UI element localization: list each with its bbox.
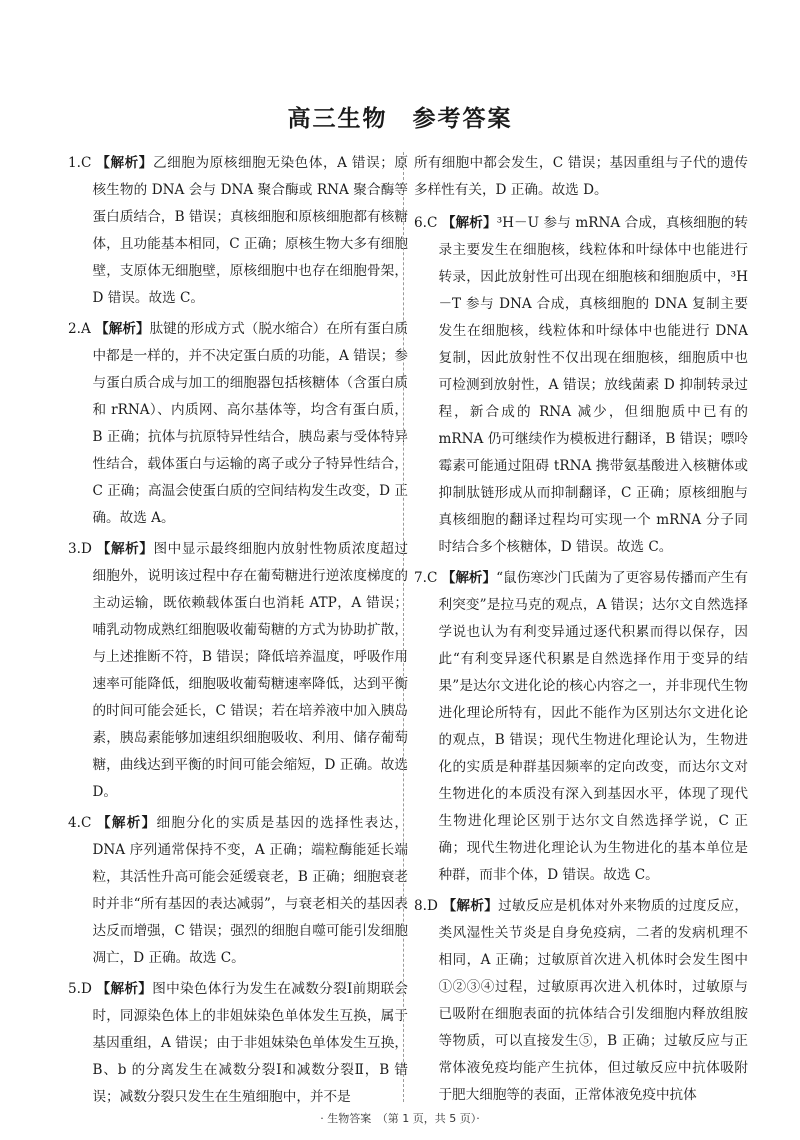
page-footer: · 生物答案 （第 1 页，共 5 页）· [320,1112,480,1125]
answer-number: 7.C [414,570,438,586]
answer-item-8 [414,893,748,1109]
analysis-tag: 【解析】 [441,570,497,586]
answer-body: “鼠伤寒沙门氏菌为了更容易传播而产生有利突变”是拉马克的观点，A 错误；达尔文自然选择学说也认为有利变异通过逐代积累而得以保存，因此“有利变异逐代积累是自然选择作用于变异的结果”是达尔文进化论的核心内容之一，并非现代生物进化理论所特有，因此不能作为区别达尔文进化论的观点，B 错误；现代生物进化理论认为，生物进化的实质是种群基因频率的定向改变，而达尔文对生物进化的本质没有深入到基因水平，体现了现代生物进化理论区别于达尔文自然选择学说，C 正确；现代生物进化理论认为生物进化的基本单位是种群，而非个体，D 错误。故选 C。 [438,570,749,883]
answer-number: 2.A [68,321,91,337]
answer-body: 乙细胞为原核细胞无染色体，A 错误；原核生物的 DNA 会与 DNA 聚合酶或 RNA 聚合酶等蛋白质结合，B 错误；真核细胞和原核细胞都有核糖体，且功能基本相同，C 正确；原核生物大多有细胞壁，支原体无细胞壁，原核细胞中也存在细胞骨架，D 错误。故选 C。 [92,155,409,306]
answer-body: 肽键的形成方式（脱水缩合）在所有蛋白质中都是一样的，并不决定蛋白质的功能，A 错误；参与蛋白质合成与加工的细胞器包括核糖体（含蛋白质和 rRNA）、内质网、高尔基体等，均含有蛋白质，B 正确；抗体与抗原特异性结合，胰岛素与受体特异性结合，载体蛋白与运输的离子或分子特异性结合，C 正确；高温会使蛋白质的空间结构发生改变，D 正确。故选 A。 [92,321,409,526]
right-column [414,150,748,1113]
analysis-tag: 【解析】 [441,215,497,231]
answer-number: 1.C [68,155,92,171]
answer-number: 6.C [414,215,438,231]
answer-body: 细胞分化的实质是基因的选择性表达，DNA 序列通常保持不变，A 正确；端粒酶能延长端粒，其活性升高可能会延缓衰老，B 正确；细胞衰老时并非“所有基因的表达减弱”，与衰老相关的基因表达反而增强，C 错误；强烈的细胞自噬可能引发细胞凋亡，D 正确。故选 C。 [92,815,409,966]
analysis-tag: 【解析】 [95,321,150,337]
answer-item-2 [68,316,408,532]
column-divider [403,152,404,1102]
analysis-tag: 【解析】 [96,155,153,171]
analysis-tag: 【解析】 [442,898,499,914]
answer-item-1 [68,150,408,312]
analysis-tag: 【解析】 [96,981,153,997]
answer-number: 3.D [68,541,92,557]
left-column [68,150,408,1115]
answer-number: 8.D [414,898,438,914]
answer-5-continuation: 所有细胞中都会发生，C 错误；基因重组与子代的遗传多样性有关，D 正确。故选 D。 [414,155,748,198]
answer-body: 图中显示最终细胞内放射性物质浓度超过细胞外，说明该过程中存在葡萄糖进行逆浓度梯度的主动运输，既依赖载体蛋白也消耗 ATP，A 错误；哺乳动物成熟红细胞吸收葡萄糖的方式为协助扩散，与上述推断不符，B 错误；降低培养温度，呼吸作用速率可能降低，细胞吸收葡萄糖速率降低，达到平衡的时间可能会延长，C 错误；若在培养液中加入胰岛素，胰岛素能够加速组织细胞吸收、利用、储存葡萄糖，曲线达到平衡的时间可能会缩短，D 正确。故选 D。 [92,541,409,800]
answer-item-5 [68,976,408,1111]
answer-item-6 [414,210,748,561]
answer-body: 过敏反应是机体对外来物质的过度反应，类风湿性关节炎是自身免疫病，二者的发病机理不相同，A 正确；过敏原首次进入机体时会发生图中①②③④过程，过敏原再次进入机体时，过敏原与已吸附在细胞表面的抗体结合引发细胞内释放组胺等物质，可以直接发生⑤，B 正确；过敏反应与正常体液免疫均能产生抗体，但过敏反应中抗体吸附于肥大细胞等的表面，正常体液免疫中抗体 [438,898,749,1103]
answer-item-7 [414,565,748,889]
analysis-tag: 【解析】 [96,541,154,557]
answer-body: 图中染色体行为发生在减数分裂Ⅰ前期联会时，同源染色体上的非姐妹染色单体发生互换，属于基因重组，A 错误；由于非姐妹染色单体发生互换，B、b 的分离发生在减数分裂Ⅰ和减数分裂Ⅱ，B 错误；减数分裂只发生在生殖细胞中，并不是 [92,981,409,1105]
page-title: 高三生物 参考答案 [287,106,513,132]
answer-item-3 [68,536,408,806]
answer-item-4 [68,810,408,972]
answer-number: 5.D [68,981,92,997]
answer-body: ³H－U 参与 mRNA 合成，真核细胞的转录主要发生在细胞核，线粒体和叶绿体中也能进行转录，因此放射性可出现在细胞核和细胞质中，³H－T 参与 DNA 合成，真核细胞的 DNA 复制主要发生在细胞核，线粒体和叶绿体中也能进行 DNA 复制，因此放射性不仅出现在细胞核，细胞质中也可检测到放射性，A 错误；放线菌素 D 抑制转录过程，新合成的 RNA 减少，但细胞质中已有的 mRNA 仍可继续作为模板进行翻译，B 错误；嘌呤霉素可能通过阻碍 tRNA 携带氨基酸进入核糖体或抑制肽链形成从而抑制翻译，C 正确；原核细胞与真核细胞的翻译过程均可实现一个 mRNA 分子同时结合多个核糖体，D 错误。故选 C。 [438,215,749,555]
answer-number: 4.C [68,815,92,831]
analysis-tag: 【解析】 [96,815,157,831]
